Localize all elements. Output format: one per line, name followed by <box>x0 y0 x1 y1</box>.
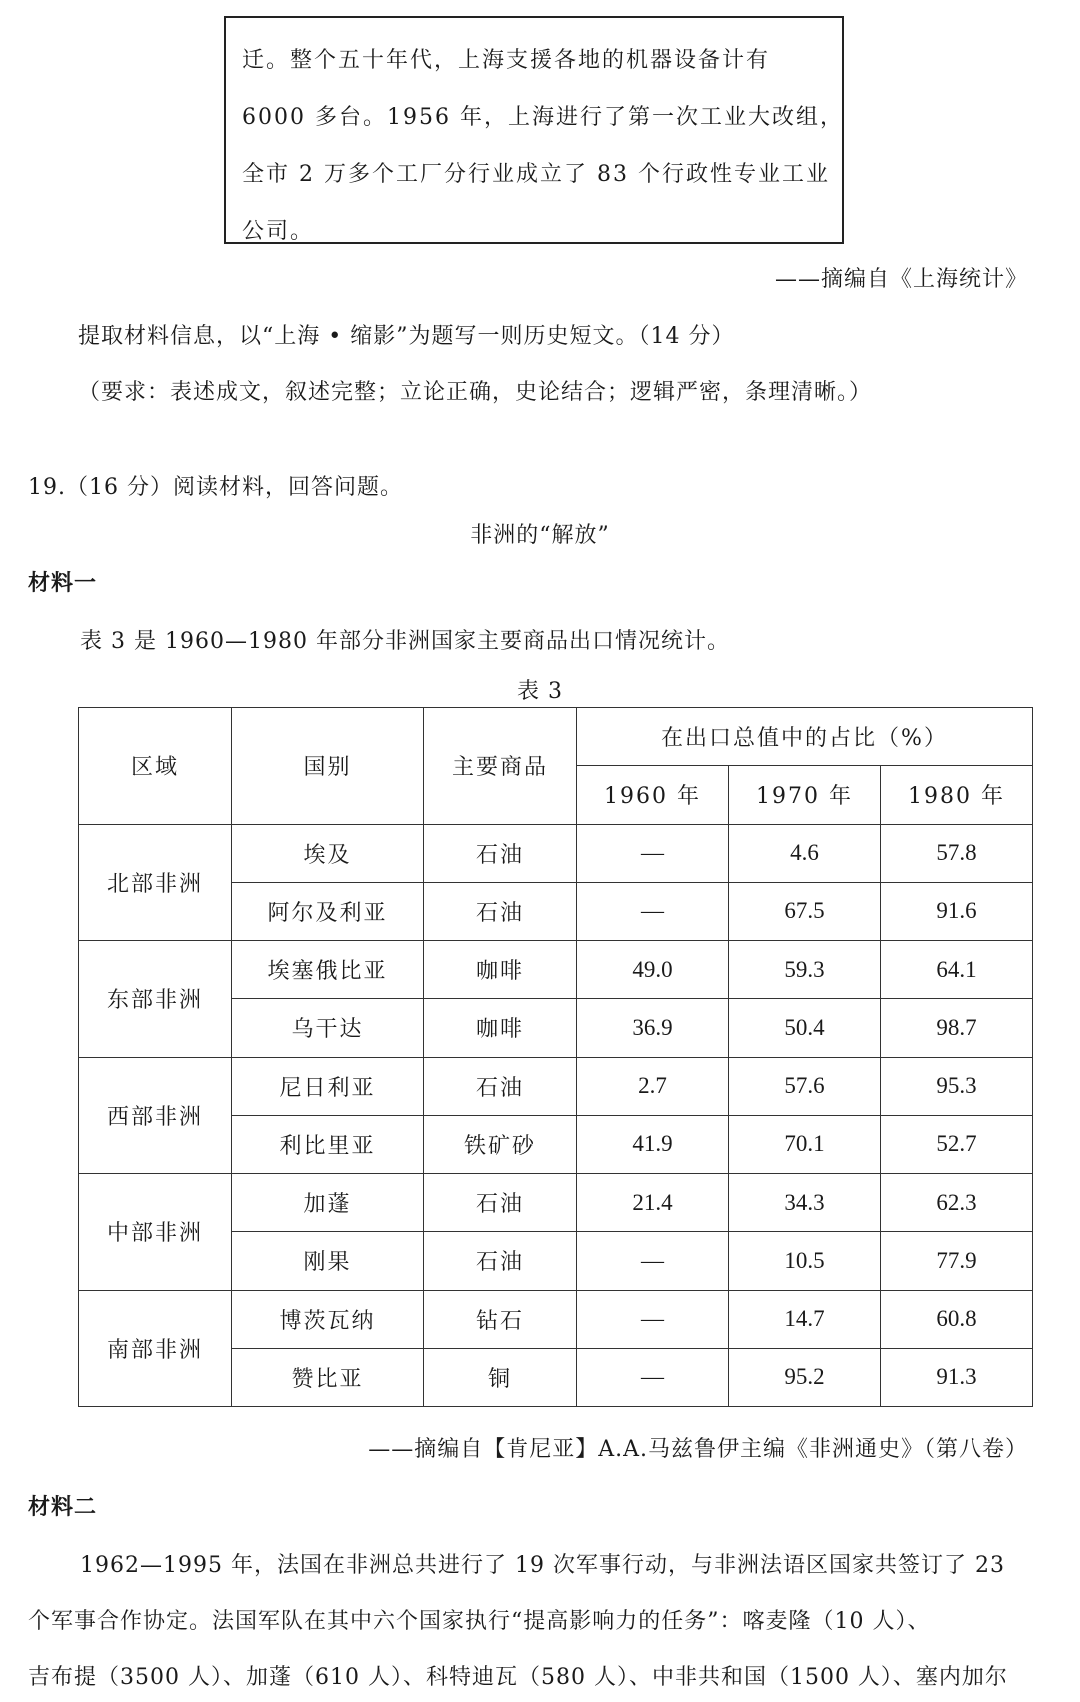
table-row <box>79 941 1033 999</box>
country-cell: 乌干达 <box>232 999 424 1057</box>
country-cell: 博茨瓦纳 <box>232 1290 424 1348</box>
commodity-cell: 石油 <box>424 1232 577 1290</box>
excerpt-source: ——摘编自《上海统计》 <box>774 267 1028 292</box>
question-header: 19.（16 分）阅读材料，回答问题。 <box>28 475 403 500</box>
value-cell: 50.4 <box>729 999 881 1057</box>
value-cell: 57.6 <box>729 1057 881 1115</box>
region-cell: 西部非洲 <box>79 1057 232 1174</box>
commodity-cell: 石油 <box>424 1057 577 1115</box>
country-cell: 埃塞俄比亚 <box>232 941 424 999</box>
header-commodity: 主要商品 <box>424 708 577 825</box>
region-cell: 东部非洲 <box>79 941 232 1058</box>
material2-line: 吉布提（3500 人）、加蓬（610 人）、科特迪瓦（580 人）、中非共和国（1500 人）、塞内加尔 <box>28 1665 1008 1690</box>
value-cell: 21.4 <box>577 1174 729 1232</box>
table-source: ——摘编自【肯尼亚】A.A.马兹鲁伊主编《非洲通史》（第八卷） <box>368 1437 1028 1462</box>
commodity-cell: 咖啡 <box>424 941 577 999</box>
commodity-cell: 石油 <box>424 1174 577 1232</box>
excerpt-line: 6000 多台。1956 年，上海进行了第一次工业大改组， <box>242 105 844 130</box>
material1-label: 材料一 <box>28 570 98 596</box>
header-year: 1960 年 <box>577 766 729 824</box>
value-cell: 41.9 <box>577 1115 729 1173</box>
material2-line: 1962—1995 年，法国在非洲总共进行了 19 次军事行动，与非洲法语区国家共签订了 23 <box>80 1553 1005 1578</box>
material1-intro: 表 3 是 1960—1980 年部分非洲国家主要商品出口情况统计。 <box>80 629 730 654</box>
value-cell: 36.9 <box>577 999 729 1057</box>
header-year: 1980 年 <box>881 766 1033 824</box>
value-cell: 67.5 <box>729 882 881 940</box>
task-requirements: （要求：表述成文，叙述完整；立论正确，史论结合；逻辑严密，条理清晰。） <box>78 380 873 405</box>
export-table <box>78 707 1033 1407</box>
value-cell: 59.3 <box>729 941 881 999</box>
header-share: 在出口总值中的占比（%） <box>577 708 1033 766</box>
value-cell: 91.3 <box>881 1348 1033 1406</box>
value-cell: 52.7 <box>881 1115 1033 1173</box>
table-row <box>79 1057 1033 1115</box>
value-cell: 95.3 <box>881 1057 1033 1115</box>
region-cell: 南部非洲 <box>79 1290 232 1407</box>
excerpt-line: 公司。 <box>242 219 315 244</box>
header-year: 1970 年 <box>729 766 881 824</box>
table-row <box>79 1290 1033 1348</box>
value-cell: 64.1 <box>881 941 1033 999</box>
country-cell: 利比里亚 <box>232 1115 424 1173</box>
country-cell: 埃及 <box>232 824 424 882</box>
task-prompt: 提取材料信息，以“上海 • 缩影”为题写一则历史短文。（14 分） <box>78 324 735 349</box>
table-caption: 表 3 <box>517 679 563 704</box>
region-cell: 北部非洲 <box>79 824 232 941</box>
value-cell: 34.3 <box>729 1174 881 1232</box>
country-cell: 尼日利亚 <box>232 1057 424 1115</box>
commodity-cell: 咖啡 <box>424 999 577 1057</box>
value-cell: — <box>577 1348 729 1406</box>
country-cell: 赞比亚 <box>232 1348 424 1406</box>
value-cell: 57.8 <box>881 824 1033 882</box>
value-cell: 70.1 <box>729 1115 881 1173</box>
header-country: 国别 <box>232 708 424 825</box>
table-row <box>79 824 1033 882</box>
header-region: 区域 <box>79 708 232 825</box>
value-cell: 95.2 <box>729 1348 881 1406</box>
value-cell: — <box>577 882 729 940</box>
material2-label: 材料二 <box>28 1494 98 1520</box>
value-cell: 10.5 <box>729 1232 881 1290</box>
material2-line: 个军事合作协定。法国军队在其中六个国家执行“提高影响力的任务”：喀麦隆（10 人）、 <box>28 1609 931 1634</box>
value-cell: 60.8 <box>881 1290 1033 1348</box>
country-cell: 刚果 <box>232 1232 424 1290</box>
commodity-cell: 钻石 <box>424 1290 577 1348</box>
value-cell: 98.7 <box>881 999 1033 1057</box>
value-cell: — <box>577 1232 729 1290</box>
question-title: 非洲的“解放” <box>470 523 610 548</box>
value-cell: 14.7 <box>729 1290 881 1348</box>
value-cell: — <box>577 1290 729 1348</box>
value-cell: 2.7 <box>577 1057 729 1115</box>
table-row <box>79 1174 1033 1232</box>
commodity-cell: 石油 <box>424 824 577 882</box>
value-cell: 77.9 <box>881 1232 1033 1290</box>
commodity-cell: 铁矿砂 <box>424 1115 577 1173</box>
value-cell: — <box>577 824 729 882</box>
region-cell: 中部非洲 <box>79 1174 232 1291</box>
commodity-cell: 铜 <box>424 1348 577 1406</box>
value-cell: 91.6 <box>881 882 1033 940</box>
commodity-cell: 石油 <box>424 882 577 940</box>
excerpt-box <box>224 16 844 244</box>
excerpt-line: 全市 2 万多个工厂分行业成立了 83 个行政性专业工业 <box>242 162 830 187</box>
value-cell: 4.6 <box>729 824 881 882</box>
country-cell: 加蓬 <box>232 1174 424 1232</box>
country-cell: 阿尔及利亚 <box>232 882 424 940</box>
value-cell: 49.0 <box>577 941 729 999</box>
excerpt-line: 迁。整个五十年代，上海支援各地的机器设备计有 <box>242 48 771 73</box>
value-cell: 62.3 <box>881 1174 1033 1232</box>
